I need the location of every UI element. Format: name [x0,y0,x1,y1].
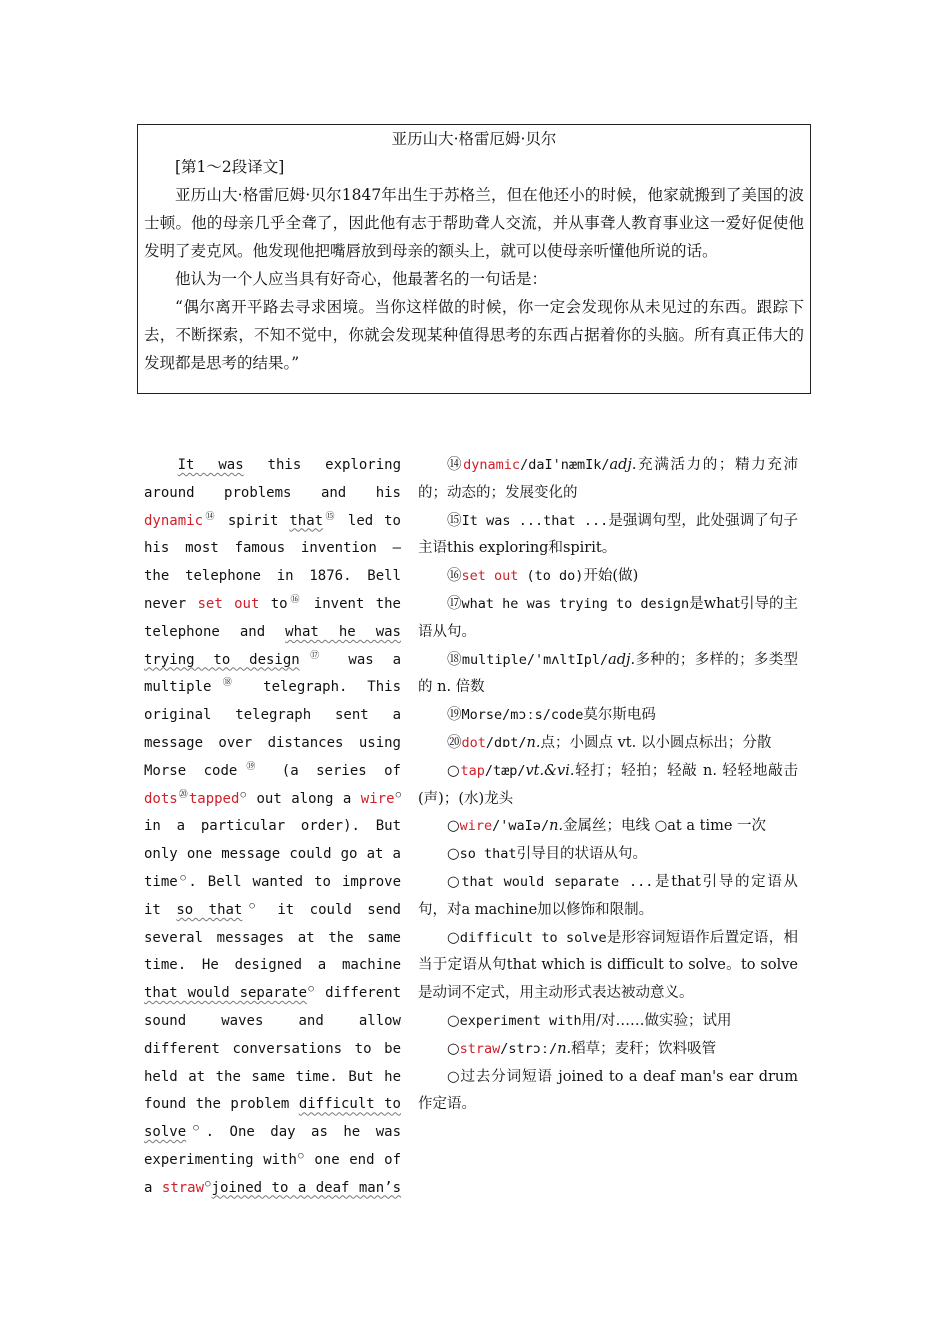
note-number: ⑭ [447,457,464,473]
note-keyword: wire [459,818,493,835]
phrase-it-was: It was [177,457,244,473]
phrase-difficult-to-solve: difficult to solve [144,1096,401,1141]
note-meaning: 开始(做) [583,568,639,585]
note-keyword: tap [460,762,485,779]
note-meaning: 是形容词短语作后置定语，相当于定语从句that which is difficult to solve。to solve是动词不定式，用主动形式表达被动意义。 [418,929,798,1002]
note-phrase: It was ...that ... [461,512,609,529]
note-number: ⑮ [447,512,462,529]
note-marker: ⑳ [177,789,189,800]
note-item [418,1008,798,1036]
text-run: different sound waves and allow different conversations to be held at the same time. But he found the problem [144,985,401,1113]
note-meaning: 充满活力的；精力充沛的；动态的；发展变化的 [418,457,799,501]
note-phrase: what he was trying to design [461,595,690,612]
note-phrase: that would separate ... [461,873,654,890]
note-phrase: (to do) [518,568,584,585]
note-item [418,1064,798,1120]
note-item [418,702,798,730]
note-phonetic: /tæp/ [484,762,526,779]
note-phrase: experiment with [459,1012,582,1029]
text-run: this exploring around problems and his [144,457,401,501]
text-run: in a particular order). But only one message could go at a time [144,818,401,890]
word-set-out: set out [197,595,260,612]
note-phonetic: /daI'næmIk/ [520,457,610,473]
note-keyword: dynamic [463,457,521,473]
text-run: one end of a [144,1151,402,1196]
text-run: spirit [216,512,290,529]
text-run: led to his most famous invention — the telephone in 1876. Bell never [144,512,401,612]
note-item [418,591,798,647]
note-marker: ○ [296,1150,305,1161]
vocabulary-notes [418,452,798,1119]
note-pos: adj. [609,457,637,473]
note-phonetic: /strɔː/ [500,1040,558,1057]
note-meaning: 是what引导的主语从句。 [418,595,798,640]
note-number: ○ [447,762,461,779]
note-meaning: 稻草；麦秆；饮料吸管 [571,1040,717,1057]
text-run: . One day as he was experimenting with [144,1124,401,1168]
note-meaning: 是强调句型，此处强调了句子主语this exploring和spirit。 [418,512,799,557]
note-phrase: Morse/mɔːs/code [461,707,584,724]
translation-box [137,124,811,394]
note-number: ○ [447,818,460,835]
note-phrase: so that [459,846,517,863]
text-run: out along a [246,790,361,807]
note-marker: ⑯ [287,594,303,605]
phrase-so-that: so that [176,901,243,918]
note-number: ⑯ [447,568,462,585]
note-meaning: 引导目的状语从句。 [516,846,648,863]
note-marker: ⑮ [323,511,338,522]
text-run: invent the telephone and [144,595,401,640]
note-pos: adj. [608,651,636,668]
note-item [418,452,798,508]
note-pos: n. [526,734,541,751]
text-run: (a series of [264,762,401,779]
note-phonetic: /dɒt/ [485,734,527,751]
note-pos: n. [549,818,564,835]
note-item [418,925,798,1008]
note-item [418,508,798,564]
text-run: to [259,595,288,612]
note-marker: ⑲ [237,761,265,772]
note-marker: ○ [186,1123,206,1134]
note-marker: ○ [394,789,401,800]
note-pos: vt.&vi. [525,762,575,779]
note-number: ⑲ [447,707,462,724]
note-marker: ○ [177,872,189,883]
note-number: ○ [447,1040,460,1057]
note-item [418,841,798,869]
note-meaning: 过去分词短语 joined to a deaf man's ear drum作定语。 [418,1068,799,1113]
note-number: ○ [447,1012,460,1029]
note-number: ⑳ [447,734,462,751]
note-marker: ○ [239,789,247,800]
translation-paragraph-2: 他认为一个人应当具有好奇心，他最著名的一句话是： [175,270,548,288]
note-keyword: dot [461,734,486,751]
section-label: [第1～2段译文] [175,158,285,176]
note-pos: n. [557,1040,572,1057]
note-meaning: 轻打；轻拍；轻敲 n. 轻轻地敲击(声)；(水)龙头 [418,762,798,807]
phrase-that-would-separate: that would separate [144,985,307,1002]
note-item [418,758,798,814]
note-marker: ○ [204,1178,212,1189]
note-marker: ⑰ [299,650,330,661]
note-marker: ○ [242,900,262,911]
translation-paragraph-3: “偶尔离开平路去寻求困境。当你这样做的时候，你一定会发现你从未见过的东西。跟踪下去，不断探索，不知不觉中，你就会发现某种值得思考的东西占据着你的头脑。所有真正伟大的发现都是思考的结果。” [144,298,804,372]
note-meaning: 点；小圆点 vt. 以小圆点标出；分散 [540,734,772,751]
translation-paragraph-1: 亚历山大·格雷厄姆·贝尔1847年出生于苏格兰，但在他还小的时候，他家就搬到了美国的波士顿。他的母亲几乎全聋了，因此他有志于帮助聋人交流，并从事聋人教育事业这一爱好促使他发明了麦克风。他发现他把嘴唇放到母亲的额头上，就可以使母亲听懂他所说的话。 [144,186,804,260]
word-dynamic: dynamic [144,512,204,529]
note-number: ○ [447,929,460,946]
note-number: ○ [447,873,462,890]
text-run: was a multiple [144,651,401,696]
note-phonetic: multiple/'mʌltIpl/ [461,651,609,668]
note-meaning: 多种的；多样的；多类型的 n. 倍数 [418,651,799,696]
note-meaning: 是that引导的定语从句，对a machine加以修饰和限制。 [418,873,799,918]
text-run: . Bell wanted to improve it [144,873,401,918]
note-meaning: 莫尔斯电码 [583,707,656,724]
note-marker: ○ [307,984,316,995]
note-number: ○ [447,1068,461,1085]
note-keyword: straw [459,1040,501,1057]
note-item [418,730,798,758]
note-item [418,647,798,703]
note-item [418,1036,798,1064]
translation-title: 亚历山大·格雷厄姆·贝尔 [391,130,557,148]
note-number: ○ [447,846,460,863]
note-marker: ⑱ [211,678,244,689]
word-dots: dots [144,790,178,807]
note-number: ⑱ [447,651,462,668]
phrase-that: that [289,512,324,529]
note-keyword: set out [461,568,519,585]
word-wire: wire [360,790,395,807]
note-phrase: difficult to solve [459,929,607,946]
text-run: it could send several messages at the same time. He designed a machine [144,901,401,974]
text-run: telegraph. This original telegraph sent a message over distances using Morse code [144,679,401,779]
phrase-what-he-was-trying: what he was trying to design [144,623,401,668]
note-meaning: 金属丝；电线 ○at a time 一次 [563,818,767,835]
note-number: ⑰ [447,595,462,612]
phrase-joined-to: joined to a deaf man’s [211,1179,402,1196]
note-phonetic: /'waIə/ [492,818,550,835]
note-marker: ⑭ [203,511,217,522]
word-straw: straw [161,1179,205,1196]
english-passage [144,452,401,1203]
note-item [418,563,798,591]
note-item [418,869,798,925]
word-tapped: tapped [188,790,240,807]
note-meaning: 用/对……做实验；试用 [581,1012,732,1029]
note-item [418,813,798,841]
